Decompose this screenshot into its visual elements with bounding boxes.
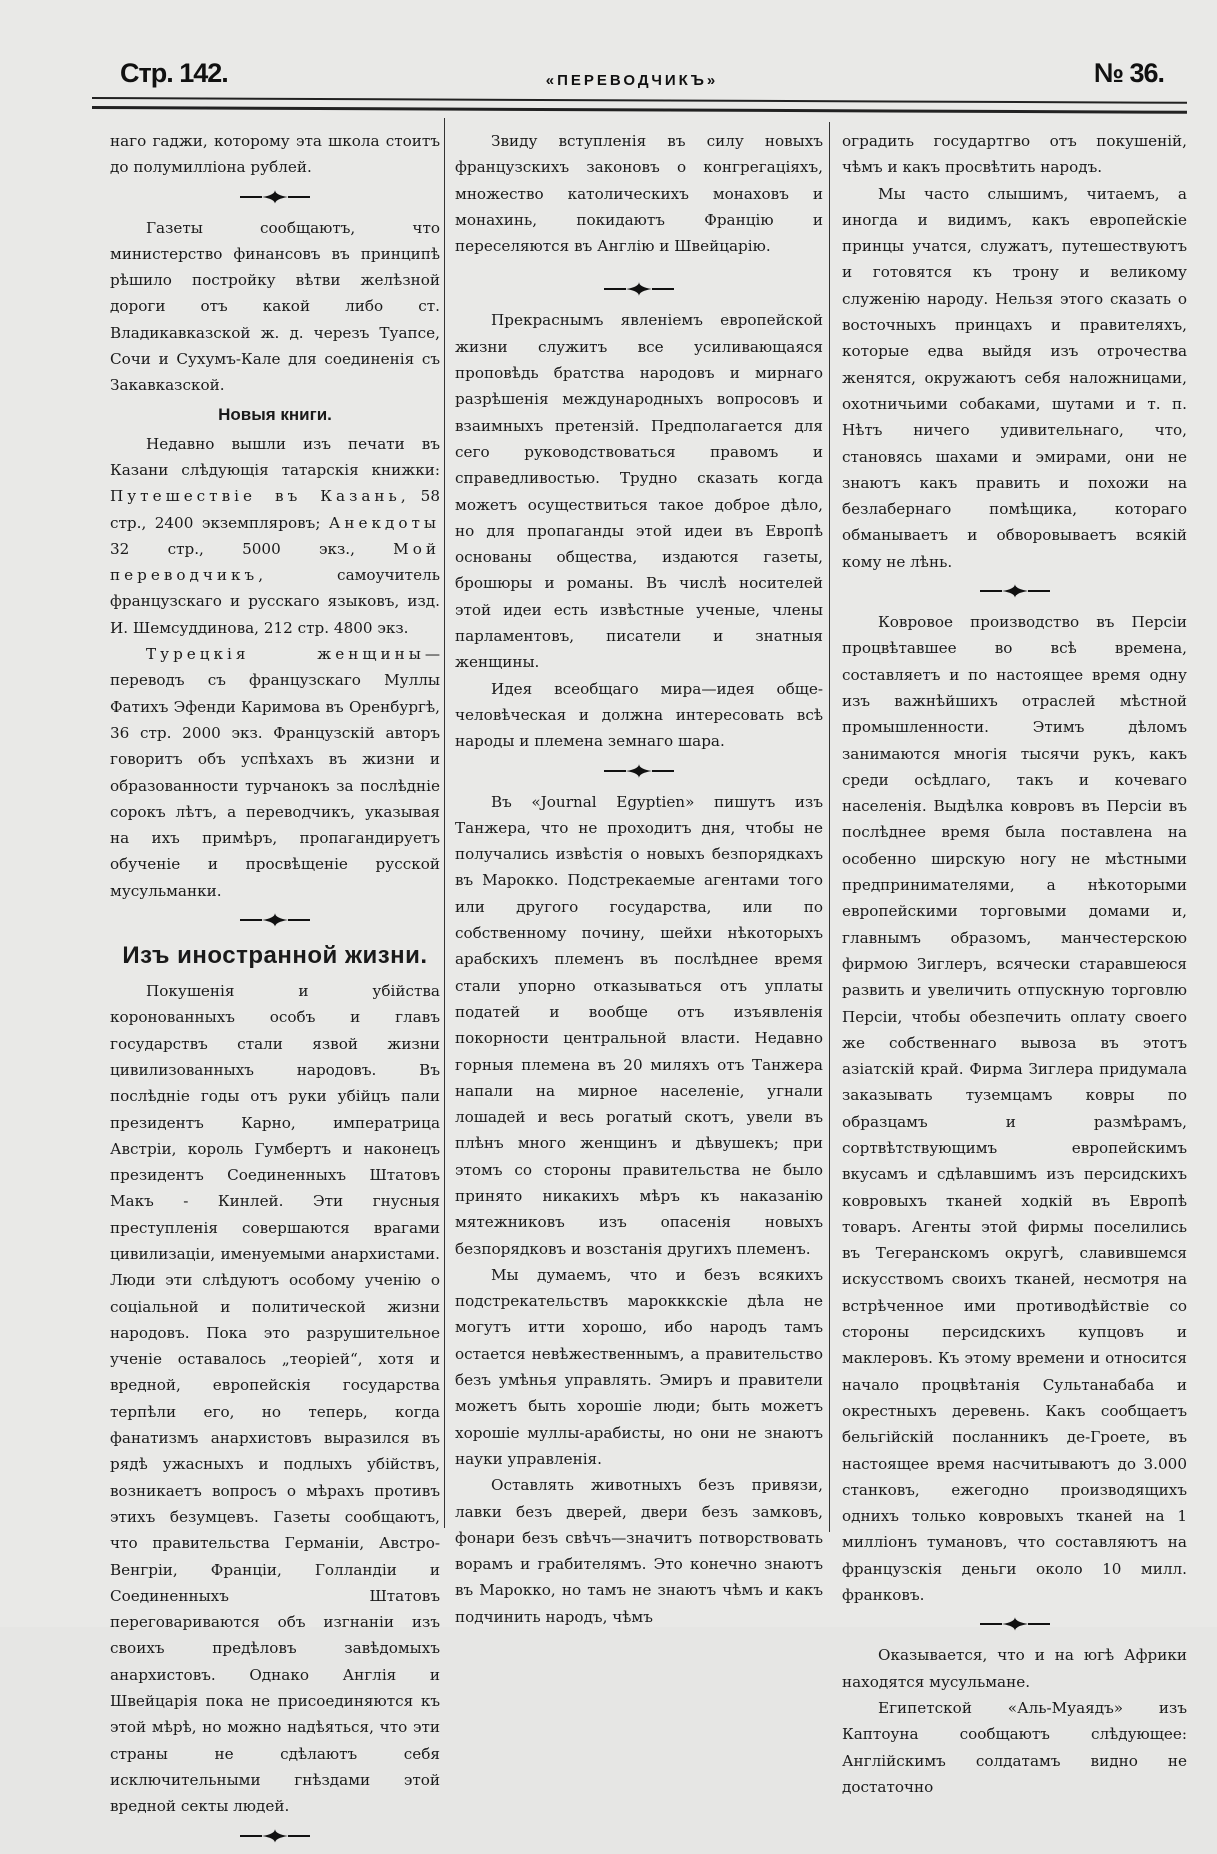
- book-title: Турецкія женщины: [146, 645, 425, 664]
- column-divider: [444, 118, 445, 1528]
- ornament-divider-icon: [110, 1822, 440, 1848]
- paragraph: Оказывается, что и на югѣ Африки находятся мусульмане.: [842, 1646, 1187, 1691]
- ornament-divider-icon: [842, 577, 1187, 603]
- header-rule-top: [92, 97, 1187, 104]
- paragraph: Прекраснымъ явленіемъ европейской жизни служитъ все усиливающаяся проповѣдь братства народовъ и мирнаго разрѣшенія международныхъ вопросовъ и взаимныхъ претензій. Предполагается для сего руководствоваться правомъ и справедливостью. Трудно сказать когда можетъ осуществиться такое доброе дѣло, но для пропаганды этой идеи въ Европѣ основаны общества, издаются газеты, брошюры и романы. Въ числѣ носителей этой идеи есть извѣстные ученые, члены парламентовъ, писатели и знатныя женщины.: [455, 311, 823, 672]
- paragraph: Звиду вступленія въ силу новыхъ французскихъ законовъ о конгрегаціяхъ, множество католическихъ монаховъ и монахинь, покидаютъ Францію и переселяются въ Англію и Швейцарію.: [455, 132, 823, 256]
- paragraph: оградить государтгво отъ покушеній, чѣмъ и какъ просвѣтить народъ.: [842, 132, 1187, 177]
- ornament-divider-icon: [455, 757, 823, 783]
- text: 32 стр., 5000 экз.,: [110, 539, 394, 558]
- book-title: Анекдоты: [328, 513, 440, 532]
- page-header: [92, 58, 1172, 98]
- paragraph: Покушенія и убійства коронованныхъ особъ и главъ государствъ стали язвой жизни цивилизованныхъ народовъ. Въ послѣдніе годы отъ руки убійцъ пали президентъ Карно, императрица Австріи, король Гумбертъ и наконецъ президентъ Соединенныхъ Штатовъ Макъ - Кинлей. Эти гнусныя преступленія совершаются врагами цивилизаціи, именуемыми анархистами. Люди эти слѣдуютъ особому ученію о соціальной и политической жизни народовъ. Пока это разрушительное ученіе оставалось „теоріей“, хотя и вредной, европейскія государства терпѣли его, но теперь, когда фанатизмъ анархистовъ выразился въ рядѣ ужасныхъ и подлыхъ убійствъ, возникаетъ вопросъ о мѣрахъ противъ этихъ безумцевъ. Газеты сообщаютъ, что правительства Германіи, Австро-Венгріи, Франціи, Голландіи и Соединенныхъ Штатовъ переговариваются объ изгнаніи изъ своихъ предѣловъ завѣдомыхъ анархистовъ. Однако Англія и Швейцарія пока не присоединяются къ этой мѣрѣ, но можно надѣяться, что эти страны не сдѣлаютъ себя исключительными гнѣздами этой вредной секты людей.: [110, 982, 440, 1816]
- paragraph: Въ «Journal Egyptien» пишутъ изъ Танжера, что не проходитъ дня, чтобы не получались извѣстія о новыхъ безпорядкахъ въ Марокко. Подстрекаемые агентами того или другого государства, или по собственному почину, шейхи нѣкоторыхъ арабскихъ племенъ въ послѣднее время стали упорно отказываться отъ уплаты податей и вообще отъ изъявленія покорности центральной власти. Недавно горныя племена въ 20 миляхъ отъ Танжера напали на мирное населеніе, угнали лошадей и весь рогатый скотъ, увели въ плѣнъ много женщинъ и дѣвушекъ; при этомъ со стороны правительства не было принято никакихъ мѣръ къ наказанію мятежниковъ изъ опасенія новыхъ безпорядковъ и возстанія другихъ племенъ.: [455, 792, 823, 1258]
- issue-number: № 36.: [1093, 58, 1164, 88]
- header-rule-bottom: [92, 106, 1187, 114]
- ornament-divider-icon: [110, 183, 440, 209]
- ornament-divider-icon: [455, 275, 823, 301]
- text: —переводъ съ французскаго Муллы Фатихъ Эфенди Каримова въ Оренбургѣ, 36 стр. 2000 экз. Французскій авторъ говоритъ объ успѣхахъ въ жизни и образованности турчанокъ за послѣдніе сорокъ лѣтъ, а переводчикъ, указывая на ихъ примѣръ, пропагандируетъ обученіе и просвѣщеніе русской мусульманки.: [110, 645, 440, 900]
- paragraph: Оставлять животныхъ безъ привязи, лавки безъ дверей, двери безъ замковъ, фонари безъ свѣчъ—значитъ потворствовать ворамъ и грабителямъ. Это конечно знаютъ въ Марокко, но тамъ не знаютъ чѣмъ и какъ подчинить народъ, чѣмъ: [455, 1476, 823, 1626]
- paragraph: Мы часто слышимъ, читаемъ, а иногда и видимъ, какъ европейскіе принцы учатся, служатъ, путешествуютъ и готовятся къ трону и великому служенію народу. Нельзя этого сказать о восточныхъ принцахъ и правителяхъ, которые едва выйдя изъ отрочества женятся, окружаютъ себя наложницами, охотничьими собаками, шутами и т. п. Нѣтъ ничего удивительнаго, что, становясь шахами и эмирами, они не знаютъ какъ править и похожи на безлабернаго помѣщика, котораго обманываетъ и обворовываетъ всякій кому не лѣнь.: [842, 184, 1187, 571]
- paragraph: Газеты сообщаютъ, что министерство финансовъ въ принципѣ рѣшило постройку вѣтви желѣзной дороги отъ какой либо ст. Владикавказской ж. д. черезъ Туапсе, Сочи и Сухумъ-Кале для соединенія съ Закавказской.: [110, 218, 440, 395]
- newspaper-title: «ПЕРЕВОДЧИКЪ»: [545, 72, 719, 89]
- ornament-divider-icon: [842, 1610, 1187, 1636]
- book-title: Мой переводчикъ: [110, 539, 440, 585]
- ornament-divider-icon: [110, 906, 440, 932]
- column-1: [110, 128, 440, 1854]
- paragraph: Ковровое производство въ Персіи процвѣтавшее во всѣ времена, составляетъ и по настоящее время одну изъ важнѣйшихъ отраслей мѣстной промышленности. Этимъ дѣломъ занимаются многія тысячи рукъ, какъ среди осѣдлаго, такъ и кочеваго населенія. Выдѣлка ковровъ въ Персіи въ послѣднее время была поставлена на особенно ширскую ногу не мѣстными предпринимателями, а нѣкоторыми европейскими торговыми домами и, главнымъ образомъ, манчестерскою фирмою Зиглеръ, всячески старавшеюся развить и увеличить отпускную торговлю Персіи, чтобы обезпечить оплату своего же собственнаго вывоза въ этотъ азіатскій край. Фирма Зиглера придумала заказывать туземцамъ ковры по образцамъ и размѣрамъ, сортвѣтствующимъ европейскимъ вкусамъ и сдѣлавшимъ изъ персидскихъ ковровыхъ тканей ходкій въ Европѣ товаръ. Агенты этой фирмы поселились въ Тегеранскомъ округѣ, славившемся искусствомъ своихъ тканей, несмотря на встрѣченное ими противодѣйствіе со стороны персидскихъ купцовъ и маклеровъ. Къ этому времени и относится начало процвѣтанія Сультанабаба и окрестныхъ деревень. Какъ сообщаетъ бельгійскій посланникъ де-Гроете, въ настоящее время насчитываютъ до 3.000 станковъ, ежегодно производящихъ однихъ только ковровыхъ тканей на 1 милліонъ тумановъ, что составляютъ на французскія деньги около 10 милл. франковъ.: [842, 613, 1187, 1605]
- paragraph: [110, 641, 440, 904]
- column-divider: [829, 122, 830, 1532]
- text: , самоучитель французскаго и русскаго языковъ, изд. И. Шемсуддинова, 212 стр. 4800 экз.: [110, 566, 440, 637]
- text: Недавно вышли изъ печати въ Казани слѣдующія татарскія книжки:: [110, 434, 440, 479]
- paragraph: Идея всеобщаго мира—идея обще-человѣческая и должна интересовать всѣ народы и племена земнаго шара.: [455, 679, 823, 751]
- book-title: Путешествіе въ Казань: [110, 487, 401, 506]
- paragraph: наго гаджи, которому эта школа стоитъ до полумилліона рублей.: [110, 132, 440, 177]
- text: , 58 стр., 2400 экземпляровъ;: [110, 487, 441, 532]
- column-3: [842, 128, 1187, 1800]
- column-2: [455, 128, 823, 1630]
- paragraph: Мы думаемъ, что и безъ всякихъ подстрекательствъ марокккскіе дѣла не могутъ итти хорошо, ибо народъ тамъ остается невѣжественнымъ, а правительство безъ умѣнья управлять. Эмиръ и правители можетъ быть хорошіе люди; быть можетъ хорошіе муллы-арабисты, но они не знаютъ науки управленія.: [455, 1265, 823, 1468]
- page-number: Стр. 142.: [120, 58, 228, 88]
- section-heading: Новыя книги.: [218, 404, 332, 424]
- paragraph: Египетской «Аль-Муаядъ» изъ Каптоуна сообщаютъ слѣдующее: Англійскимъ солдатамъ видно не достаточно: [842, 1698, 1187, 1796]
- spacer: [455, 259, 823, 273]
- section-heading: Изъ иностранной жизни.: [122, 942, 428, 970]
- paragraph: [110, 431, 440, 641]
